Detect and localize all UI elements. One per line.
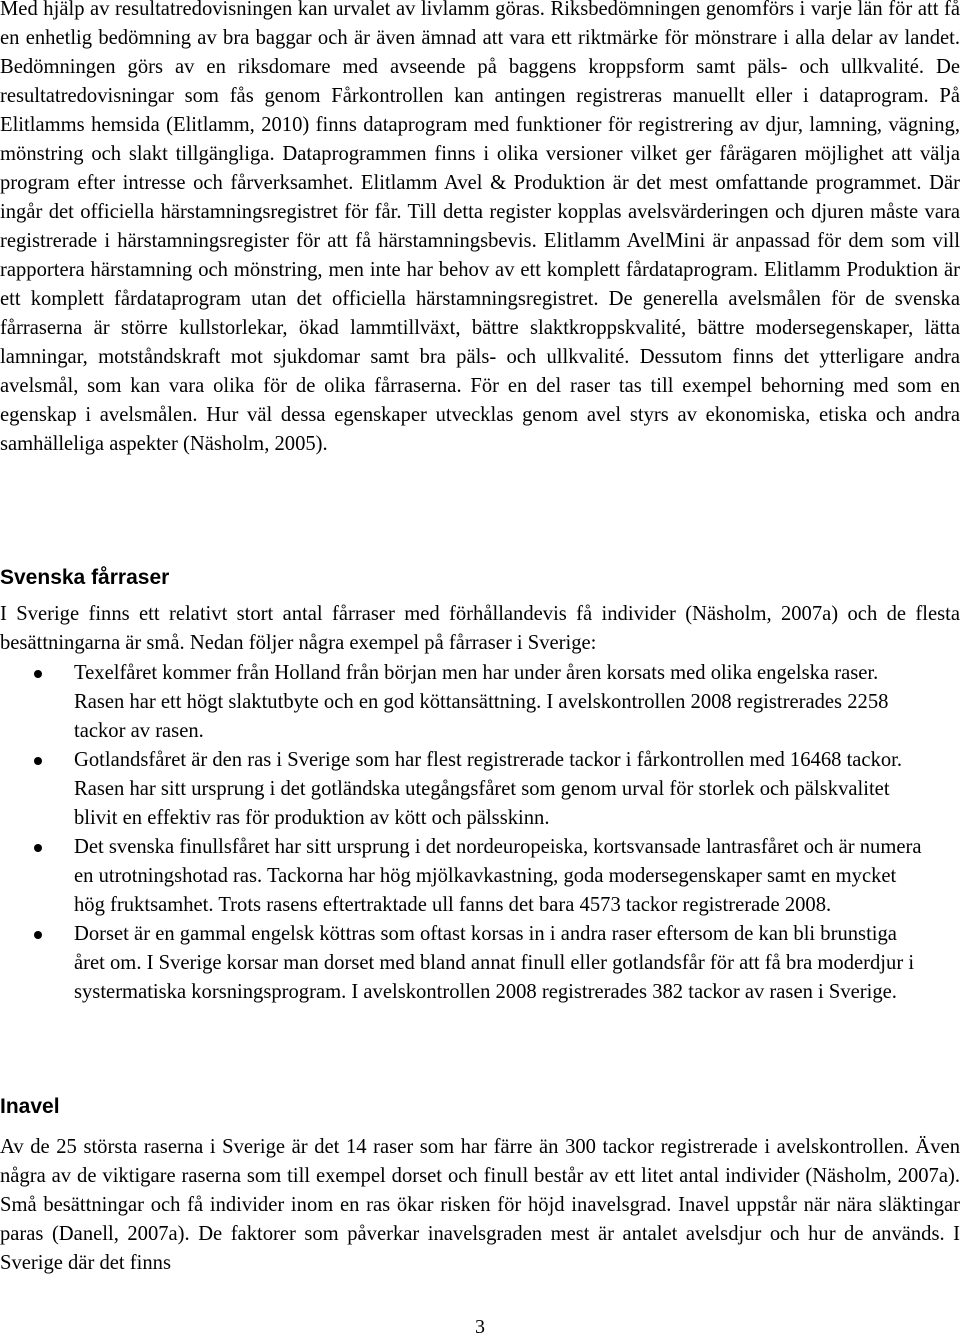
bullet-icon xyxy=(34,757,42,765)
page-number: 3 xyxy=(475,1316,485,1338)
intro-paragraph: Med hjälp av resultatredovisningen kan urvalet av livlamm göras. Riksbedömningen genomförs i varje län för att få en enhetlig bedömning av bra baggar och är även ämnad att vara ett riktmärke för mönstrare i alla delar av landet. Bedömningen görs av en riksdomare med avseende på baggens kroppsform samt päls- och ullkvalité. De resultatredovisningar som fås genom Fårkontrollen kan antingen registreras manuellt eller i dataprogram. På Elitlamms hemsida (Elitlamm, 2010) finns dataprogram med funktioner för registrering av djur, lamning, vägning, mönstring och slakt tillgängliga. Dataprogrammen finns i olika versioner vilket ger fårägaren möjlighet att välja program efter intresse och fårverksamhet. Elitlamm Avel & Produktion är det mest omfattande programmet. Där ingår det officiella härstamningsregistret för får. Till detta register kopplas avelsvärderingen och djuren måste vara registrerade i härstamningsregister för att få härstamningsbevis. Elitlamm AvelMini är anpassad för dem som vill rapportera härstamning och mönstring, men inte har behov av ett komplett fårdataprogram. Elitlamm Produktion är ett komplett fårdataprogram utan det officiella härstamningsregistret. De generella avelsmålen för de svenska fårraserna är större kullstorlekar, ökad lammtillväxt, bättre slaktkroppskvalité, bättre modersegenskaper, lätta lamningar, motståndskraft mot sjukdomar samt bra päls- och ullkvalité. Dessutom finns det ytterligare andra avelsmål, som kan vara olika för de olika fårraserna. För en del raser tas till exempel behorning med som en egenskap i avelsmålen. Hur väl dessa egenskaper utvecklas genom avel styrs av ekonomiska, etiska och andra samhälleliga aspekter (Näsholm, 2005). xyxy=(0,0,960,455)
breed-bullet-list xyxy=(0,659,960,1007)
bullet-text: Texelfåret kommer från Holland från början men har under åren korsats med olika engelska raser. Rasen har ett högt slaktutbyte och en god köttansättning. I avelskontrollen 2008 registrerades 2258 tackor av rasen. xyxy=(74,662,889,742)
bullet-item-gotland xyxy=(0,746,928,833)
bullet-item-texel xyxy=(0,659,928,746)
section-heading-inavel: Inavel xyxy=(0,1095,60,1118)
bullet-text: Gotlandsfåret är den ras i Sverige som har flest registrerade tackor i fårkontrollen med 16468 tackor. Rasen har sitt ursprung i det gotländska utegångsfåret som genom urval för storlek och pälskvalitet blivit en effektiv ras för produktion av kött och pälsskinn. xyxy=(74,749,903,829)
bullet-icon xyxy=(34,931,42,939)
inavel-paragraph: Av de 25 största raserna i Sverige är det 14 raser som har färre än 300 tackor registrerade i avelskontrollen. Även några av de viktigare raserna som till exempel dorset och finull består av ett litet antal individer (Näsholm, 2007a). Små besättningar och få individer inom en ras ökar risken för höjd inavelsgrad. Inavel uppstår när nära släktingar paras (Danell, 2007a). De faktorer som påverkar inavelsgraden mest är antalet avelsdjur och hur de används. I Sverige där det finns xyxy=(0,1136,960,1274)
bullet-icon xyxy=(34,670,42,678)
bullet-text: Dorset är en gammal engelsk köttras som oftast korsas in i andra raser eftersom de kan bli brunstiga året om. I Sverige korsar man dorset med bland annat finull eller gotlandsfår för att få bra moderdjur i systermatiska korsningsprogram. I avelskontrollen 2008 registrerades 382 tackor av rasen i Sverige. xyxy=(74,923,915,1003)
section-heading-svenska-fararaser: Svenska fårraser xyxy=(0,566,170,589)
fararaser-intro-paragraph: I Sverige finns ett relativt stort antal fårraser med förhållandevis få individer (Näsholm, 2007a) och de flesta besättningarna är små. Nedan följer några exempel på fårraser i Sverige: xyxy=(0,603,960,654)
bullet-item-dorset xyxy=(0,920,928,1007)
bullet-text: Det svenska finullsfåret har sitt ursprung i det nordeuropeiska, kortsvansade lantrasfåret och är numera en utrotningshotad ras. Tackorna har hög mjölkavkastning, goda modersegenskaper samt en mycket hög fruktsamhet. Trots rasens eftertraktade ull fanns det bara 4573 tackor registrerade 2008. xyxy=(74,836,922,916)
bullet-item-finull xyxy=(0,833,928,920)
bullet-icon xyxy=(34,844,42,852)
